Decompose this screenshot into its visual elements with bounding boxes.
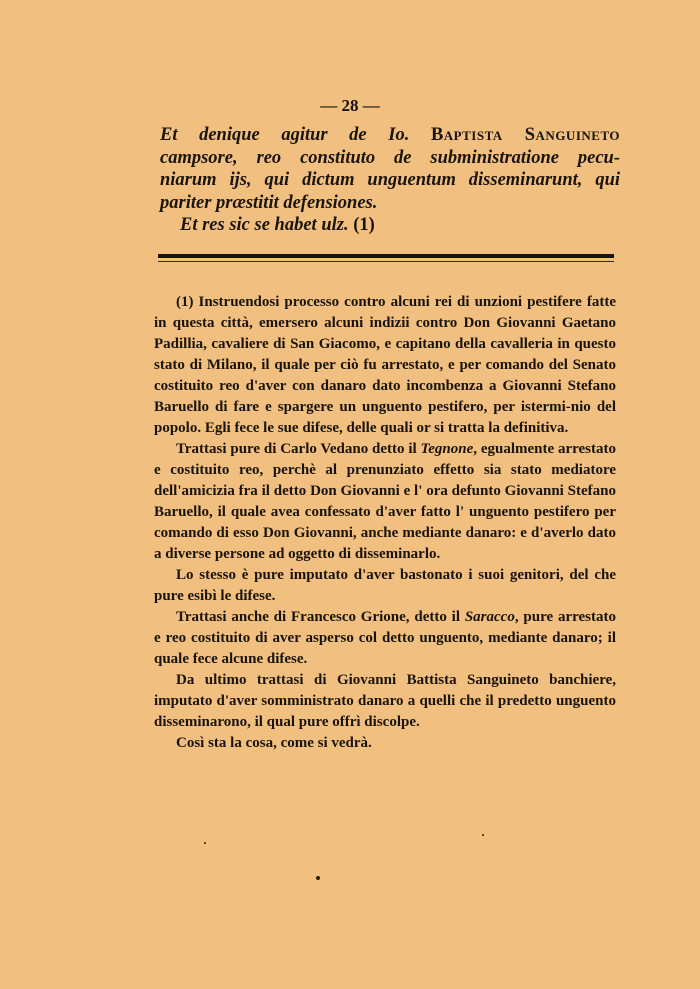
ink-speck — [482, 834, 484, 836]
footnote-block — [154, 292, 616, 754]
footnote-paragraph-6: Così sta la cosa, come si vedrà. — [176, 735, 372, 751]
footnote-paragraph-4 — [154, 607, 616, 670]
latin-line-5 — [160, 214, 620, 237]
footnote-p2-nickname: Tegnone — [420, 441, 474, 457]
footnote-p2-text-a: Trattasi pure di Carlo Vedano detto il — [176, 441, 421, 457]
page-number: — 28 — — [320, 96, 380, 115]
footnote-p2-text-b: , egualmente arrestato e costituito reo, perchè al prenunziato effetto sia stato mediatore dell'amicizia fra il detto Don Giovanni e l' ora defunto Giovanni Stefano Baruello, il quale avea confessato d'aver fatto l' unguento pestifero per comando di esso Don Giovanni, anche mediante danaro: e d'averlo dato a diverse persone ad oggetto di disseminarlo. — [154, 441, 616, 562]
footnote-paragraph-3: Lo stesso è pure imputato d'aver bastonato i suoi genitori, del che pure esibì le difese. — [154, 567, 616, 604]
footnote-paragraph-2 — [154, 439, 616, 565]
latin-line-1-italic: Et denique agitur de Io. — [160, 125, 410, 145]
footnote-p4-text-a: Trattasi anche di Francesco Grione, detto il — [176, 609, 465, 625]
separator-rule-thin — [158, 261, 614, 262]
latin-text-block — [160, 124, 620, 237]
ink-speck — [316, 876, 320, 880]
latin-line-5-italic: Et res sic se habet ulz. — [180, 215, 349, 235]
footnote-paragraph-1: (1) Instruendosi processo contro alcuni rei di unzioni pestifere fatte in questa città, emersero alcuni indizii contro Don Giovanni Gaetano Padillia, cavaliere di San Giacomo, e capitano della cavalleria in questo stato di Milano, il quale per ciò fu arrestato, e per comando del Senato costituito reo d'aver con danaro dato incombenza a Giovanni Stefano Baruello di fare e spargere un unguento pestifero, per istermi-nio del popolo. Egli fece le sue difese, delle quali or si tratta la definitiva. — [154, 294, 616, 436]
footnote-p4-nickname: Saracco — [464, 609, 515, 625]
footnote-paragraph-5: Da ultimo trattasi di Giovanni Battista Sanguineto banchiere, imputato d'aver somministrato danaro a quelli che il predetto unguento disseminarono, il qual pure offrì discolpe. — [154, 672, 616, 730]
footnote-marker: (1) — [353, 215, 375, 235]
latin-line-2: campsore, reo constituto de subministratione pecu- — [160, 147, 620, 168]
latin-line-4: pariter præstitit defensiones. — [160, 192, 378, 213]
ink-speck — [204, 842, 206, 844]
latin-line-3: niarum ijs, qui dictum unguentum disseminarunt, qui — [160, 170, 620, 190]
latin-line-1 — [160, 124, 620, 147]
separator-rule-thick — [158, 254, 614, 258]
footnote-p4-text-b: , pure arrestato e reo costituito di aver asperso col detto unguento, mediante danaro; il quale fece alcune difese. — [154, 609, 616, 667]
latin-line-1-smallcaps: Baptista Sanguineto — [430, 125, 620, 145]
